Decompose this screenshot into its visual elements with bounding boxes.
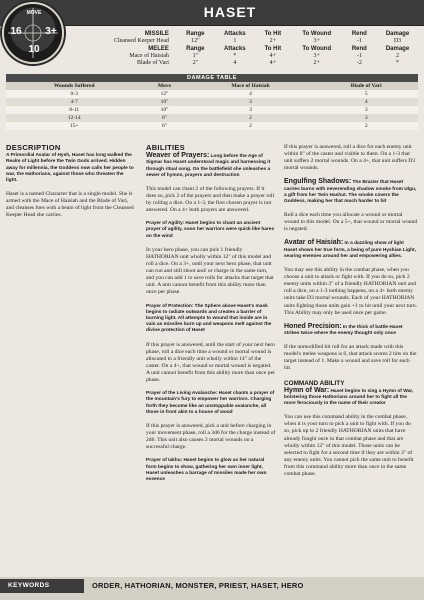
honed-rule: If the unmodified hit roll for an attack made with this model's melee weapons is 6, that attack scores 2 hits on the target instead of 1. Make a wound and save roll for each hit. xyxy=(284,344,417,372)
weapon-name: Blade of Vari xyxy=(137,60,169,66)
cell: 2+ xyxy=(313,60,320,66)
cell: 4+ xyxy=(269,53,277,59)
keywords-label: KEYWORDS xyxy=(0,579,84,593)
agility-title: Prayer of Agility: xyxy=(146,221,185,227)
cell: 4-7 xyxy=(6,98,142,106)
honed-title: Honed Precision: xyxy=(284,322,342,330)
damage-table xyxy=(6,74,418,130)
col-to-wound: To Wound xyxy=(302,31,332,37)
cell: 12-14 xyxy=(6,114,142,122)
weaver-rule: This model can chant 2 of the following prayers. If it does so, pick 2 of the prayers and then make a prayer roll by rolling a dice. On a 1-3, the first chosen prayer is not answered. On a 4+ both prayers are answered. xyxy=(146,185,275,214)
hymn-ability xyxy=(284,388,418,408)
cell: 3 xyxy=(314,114,418,122)
avalanche-title: Prayer of the Living Avalanche: xyxy=(146,391,218,397)
stat-badge xyxy=(2,2,64,64)
cell: 4 xyxy=(233,60,237,66)
cell: -2 xyxy=(356,60,362,66)
abilities-column xyxy=(146,144,276,490)
weaver-title: Weaver of Prayers: xyxy=(146,152,210,160)
avalanche-rule: If this prayer is answered, pick a unit before charging in your movement phase, roll a 3d6 for the charge instead of 2d6. This unit also causes 2 mortal wounds on a successful charge. xyxy=(146,422,276,451)
col-damage: Damage xyxy=(385,46,410,52)
description-column xyxy=(6,144,134,226)
cell: 10" xyxy=(142,98,186,106)
table-row xyxy=(6,98,418,106)
iakhu-rule: If this prayer is answered, roll a dice for each enemy unit within 8" of the caster and visible to them. On a 1-3 that unit suffers 2 mortal wounds. On a 4+, that unit suffers D3 mortal wounds. xyxy=(284,144,416,172)
cell: 2 xyxy=(314,122,418,130)
protection-prayer xyxy=(146,304,276,335)
avatar-ability xyxy=(284,240,418,260)
col-wounds: Wounds Suffered xyxy=(6,82,142,90)
col-damage: Damage xyxy=(385,31,410,37)
wounds-value: 16 xyxy=(10,26,22,37)
iakhu-prayer xyxy=(146,458,276,483)
cell: 5 xyxy=(314,90,418,98)
keywords-list: ORDER, HATHORIAN, MONSTER, PRIEST, HASET, HERO xyxy=(92,581,304,590)
col-to-wound: To Wound xyxy=(302,46,332,52)
cell: 8" xyxy=(142,114,186,122)
cell: -1 xyxy=(356,53,362,59)
col-rend: Rend xyxy=(351,31,367,37)
abilities-column-right xyxy=(284,144,418,485)
avatar-title: Avatar of Haisiah: xyxy=(284,239,344,247)
cell: 12" xyxy=(142,90,186,98)
description-intro xyxy=(6,153,134,184)
cell: 2 xyxy=(186,114,314,122)
damage-header-row xyxy=(6,82,418,90)
protection-title: Prayer of Protection: xyxy=(146,303,194,309)
weapon-name: Mace of Haisiah xyxy=(129,53,169,59)
col-mace: Mace of Haisiah xyxy=(186,82,314,90)
col-blade: Blade of Vari xyxy=(314,82,418,90)
col-rend: Rend xyxy=(351,46,367,52)
intro-text: A Primordial Avatar of Hysh, Haset has long walked the Realm of Light before the Twin Gods arrived. Hidden away for millennia, the Goddess now calls her people to war, the Hathorians, against those who threaten the light. xyxy=(6,153,134,183)
col-attacks: Attacks xyxy=(223,46,246,52)
cell: D3 xyxy=(393,38,402,44)
cell: 3+ xyxy=(313,53,320,59)
protection-rule: If this prayer is answered, until the start of your next hero phase, roll a dice each time a wound or mortal wound is allocated to a friendly unit wholly within 14" of the caster. On a 4+, that wound or mortal wound is negated. A unit cannot benefit from this ability more than once per phase. xyxy=(146,341,275,384)
cell: 1" xyxy=(192,53,199,59)
cell: 10" xyxy=(142,106,186,114)
description-body: Haset is a named Character that is a single model. She is armed with the Mace of Haisiah and the Blade of Vari, and cleanses foes with a beam of light from the Cleansed Keeper Head she carries. xyxy=(6,191,134,219)
avatar-flavor: In a dazzling show of light Haset shows her true form, a being of pure Hyshian Light, searing enemies around her and empowering allies. xyxy=(284,241,416,259)
hymn-flavor: Haset begins to sing a Hymn of War, bolstering those Hathorians around her to fight all the more ferociously in the name of their creator xyxy=(284,388,414,407)
col-range: Range xyxy=(186,46,205,52)
cell: 2 xyxy=(395,53,399,59)
cell: 3+ xyxy=(313,38,320,44)
cell: -1 xyxy=(356,38,362,44)
honed-flavor: In the thick of battle Haset strikes twice where the enemy thought only once xyxy=(284,324,403,336)
table-row xyxy=(6,114,418,122)
cell: 6" xyxy=(142,122,186,130)
damage-table-title: DAMAGE TABLE xyxy=(6,74,418,82)
engulfing-flavor: The Brazier that Haset carries burns with neverending shadow smoke from Ulgu, a gift from her Twin Hashut. The smoke covers the Goddess, making her that much harder to hit xyxy=(284,180,417,204)
agility-flavor: Haset begins to chant an ancient prayer of agility, soon her warriors were quick like hares on the wind xyxy=(146,221,275,239)
honed-ability xyxy=(284,324,418,337)
save-value: 3+ xyxy=(45,26,57,37)
missile-header-row xyxy=(70,30,420,38)
engulfing-title: Engulfing Shadows: xyxy=(284,178,352,186)
table-row xyxy=(6,122,418,130)
description-heading: DESCRIPTION xyxy=(6,143,61,152)
cell: 3 xyxy=(186,98,314,106)
agility-prayer xyxy=(146,221,276,240)
cell: 0-3 xyxy=(6,90,142,98)
col-attacks: Attacks xyxy=(223,31,246,37)
cell: 12" xyxy=(191,38,200,44)
cell: 3 xyxy=(186,106,314,114)
weaver-flavor: Long before the Age of Sigmar has Haset understood magic and harnessing it through ritual song. On the battlefield she unleashes a sewer of hymns, prayers and destruction xyxy=(146,154,271,178)
avalanche-prayer xyxy=(146,391,276,416)
weapons-table xyxy=(70,30,420,67)
table-row xyxy=(6,106,418,114)
missile-heading: MISSILE xyxy=(144,31,169,37)
cell: 4 xyxy=(314,98,418,106)
hymn-title: Hymn of War: xyxy=(284,386,330,394)
cell: 2 xyxy=(186,122,314,130)
move-label: MOVE xyxy=(26,10,42,16)
cell: 4 xyxy=(186,90,314,98)
col-range: Range xyxy=(186,31,205,37)
command-ability-heading: COMMAND ABILITY xyxy=(284,379,345,387)
col-move: Move xyxy=(142,82,186,90)
engulfing-rule: Roll a dice each time you allocate a wound or mortal wound to this model. On a 5+, that wound or mortal wound is negated. xyxy=(284,212,418,233)
avatar-rule: You may use this ability in the combat phase, when you choose a unit to attack or fight with. If you do so, pick 2 enemy units within 3" of a friendly HATHORIAN unit and roll a dice, on a 1-3 nothing happens, on a 4+ both enemy units take D3 mortal wounds. Each of your HATHORIAN units fighting those units gain +1 to hit until your next turn. This Ability may only be used once per game. xyxy=(284,267,418,316)
cell: 15+ xyxy=(6,122,142,130)
table-row xyxy=(70,53,420,60)
weaver-ability xyxy=(146,153,276,179)
melee-heading: MELEE xyxy=(148,46,169,52)
table-row xyxy=(70,60,420,67)
abilities-heading: ABILITIES xyxy=(146,143,185,152)
agility-rule: In your hero phase, you can pick 1 friendly HATHORIAN unit wholly within 12" of this model and roll a dice. On a 3+, until your next hero phase, that unit can run and still shoot and/ or charge in the same turn, and you can add 1 to save rolls for attacks that target that unit. A unit cannot benefit from this ability more than once per phase. xyxy=(146,246,274,296)
cell: 2" xyxy=(192,60,199,66)
cell: * xyxy=(395,60,399,66)
cell: 3 xyxy=(314,106,418,114)
weapon-name: Cleansed Keeper Head xyxy=(113,38,169,44)
cell: 1 xyxy=(233,38,237,44)
cell: 4+ xyxy=(269,60,277,66)
col-to-hit: To Hit xyxy=(264,46,282,52)
cell: 2+ xyxy=(269,38,277,44)
melee-header-row xyxy=(70,45,420,53)
cell: 8-11 xyxy=(6,106,142,114)
cell: * xyxy=(233,53,237,59)
iakhu-flavor: Haset begins to glow as her natural form begins to show, gathering her own inner light, Haset unleashes a barrage of missiles made her own essence xyxy=(146,458,267,482)
table-row xyxy=(70,38,420,45)
table-row xyxy=(6,90,418,98)
protection-flavor: The Sphere above Haset's mask begins to radiate outwards and creates a barrier of burning light. All attempts to wound that inside are in vain as missiles burn up and weapons melt against the divine protection of Haset xyxy=(146,303,272,334)
col-to-hit: To Hit xyxy=(264,31,282,37)
bravery-value: 10 xyxy=(28,44,40,55)
avalanche-flavor: Haset chants a prayer of the mountain's fury to empower her warriors. Charging forth they become like an unstoppable avalanche, all those in front akin to a house of wood xyxy=(146,391,275,415)
page-title: HASET xyxy=(203,4,257,20)
iakhu-title: Prayer of Iakhu: xyxy=(146,458,183,464)
hymn-rule: You can use this command ability in the combat phase, when it is your turn to pick a unit to fight with. If you do so, pick up to 2 friendly HATHORIAN units that have already fought once in that combat phase and that are wholly within 12" of this model. Those units can be selected to fight for a second time if they are within 3" of any enemy units. You cannot pick the same unit to benefit from this command ability more than once in the same combat phase. xyxy=(284,414,414,477)
engulfing-ability xyxy=(284,179,418,205)
